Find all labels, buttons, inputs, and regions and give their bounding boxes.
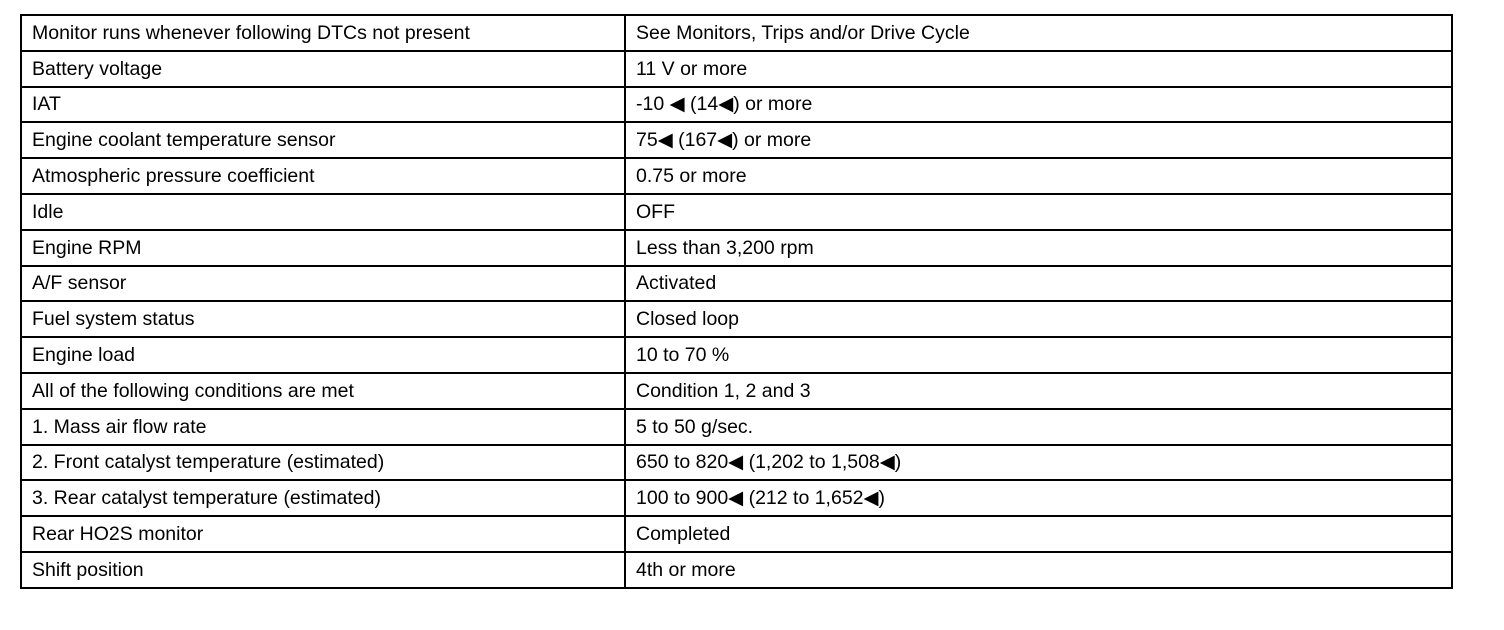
condition-label: Monitor runs whenever following DTCs not present	[21, 15, 625, 51]
condition-value: Activated	[625, 266, 1452, 302]
table-row	[21, 87, 1452, 123]
table-row	[21, 552, 1452, 588]
table-row	[21, 15, 1452, 51]
condition-label: Idle	[21, 194, 625, 230]
condition-value: Condition 1, 2 and 3	[625, 373, 1452, 409]
table-row	[21, 373, 1452, 409]
condition-label: All of the following conditions are met	[21, 373, 625, 409]
condition-value: Closed loop	[625, 301, 1452, 337]
condition-value: OFF	[625, 194, 1452, 230]
table-row	[21, 337, 1452, 373]
table-row	[21, 51, 1452, 87]
condition-label: Engine load	[21, 337, 625, 373]
table-row	[21, 158, 1452, 194]
condition-label: Shift position	[21, 552, 625, 588]
condition-value: Completed	[625, 516, 1452, 552]
condition-value: 11 V or more	[625, 51, 1452, 87]
table-row	[21, 409, 1452, 445]
condition-label: 1. Mass air flow rate	[21, 409, 625, 445]
condition-label: Engine coolant temperature sensor	[21, 122, 625, 158]
condition-label: IAT	[21, 87, 625, 123]
condition-value: Less than 3,200 rpm	[625, 230, 1452, 266]
condition-label: 2. Front catalyst temperature (estimated)	[21, 445, 625, 481]
monitor-conditions-table	[20, 14, 1453, 589]
condition-value: 4th or more	[625, 552, 1452, 588]
table-row	[21, 194, 1452, 230]
condition-value: -10 ◀ (14◀) or more	[625, 87, 1452, 123]
condition-value: 10 to 70 %	[625, 337, 1452, 373]
table-row	[21, 445, 1452, 481]
condition-label: Battery voltage	[21, 51, 625, 87]
table-row	[21, 230, 1452, 266]
table-row	[21, 480, 1452, 516]
table-row	[21, 122, 1452, 158]
table-row	[21, 301, 1452, 337]
condition-label: Rear HO2S monitor	[21, 516, 625, 552]
table-row	[21, 266, 1452, 302]
table-row	[21, 516, 1452, 552]
condition-value: 100 to 900◀ (212 to 1,652◀)	[625, 480, 1452, 516]
condition-value: 75◀ (167◀) or more	[625, 122, 1452, 158]
condition-value: 5 to 50 g/sec.	[625, 409, 1452, 445]
condition-value: 650 to 820◀ (1,202 to 1,508◀)	[625, 445, 1452, 481]
condition-label: 3. Rear catalyst temperature (estimated)	[21, 480, 625, 516]
condition-value: 0.75 or more	[625, 158, 1452, 194]
condition-label: Fuel system status	[21, 301, 625, 337]
condition-label: Engine RPM	[21, 230, 625, 266]
condition-value: See Monitors, Trips and/or Drive Cycle	[625, 15, 1452, 51]
condition-label: A/F sensor	[21, 266, 625, 302]
condition-label: Atmospheric pressure coefficient	[21, 158, 625, 194]
